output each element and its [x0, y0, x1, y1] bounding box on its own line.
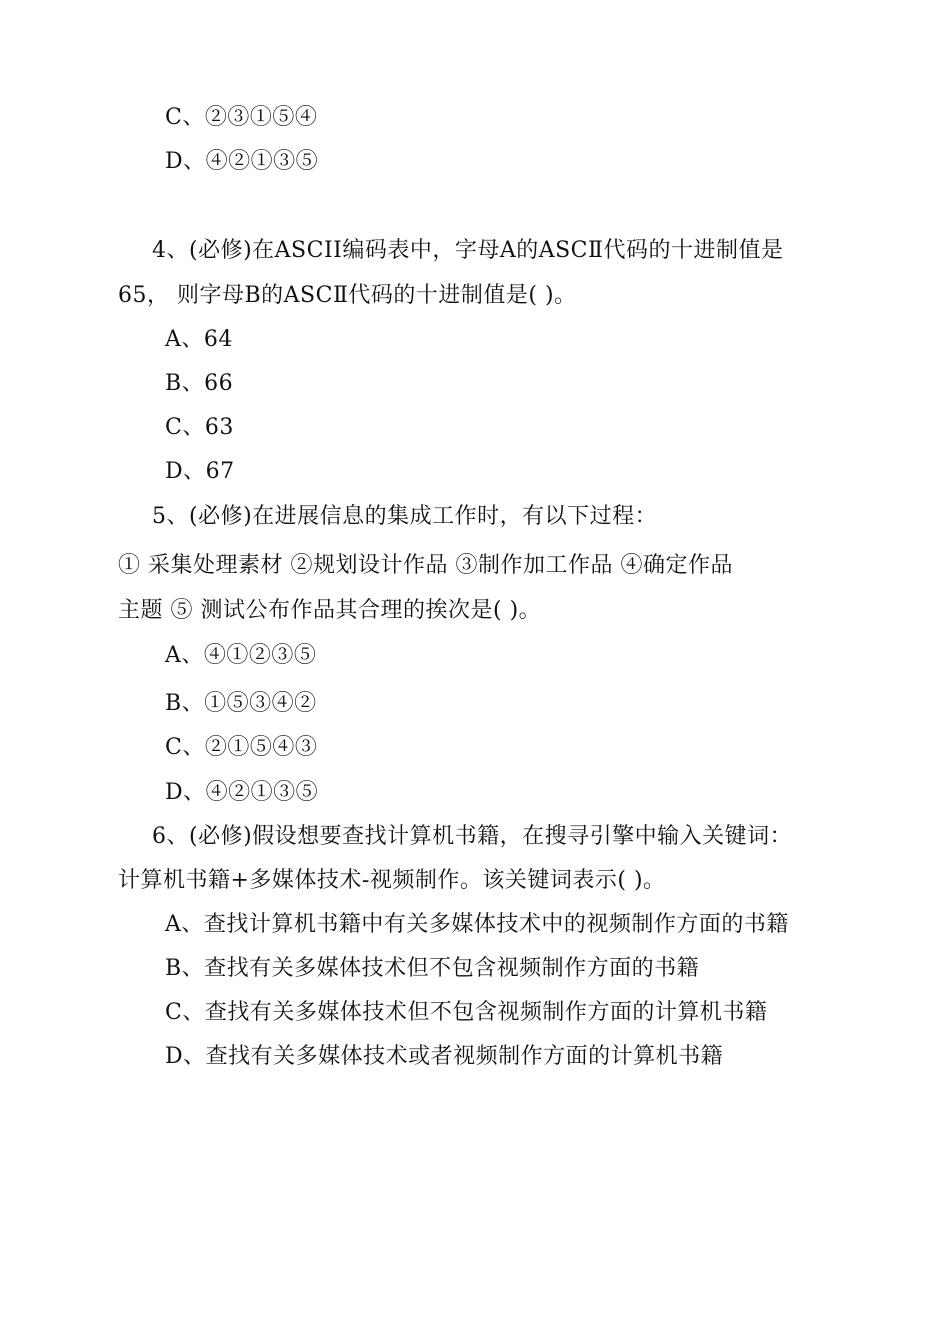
- q4-option-a: A、64: [165, 327, 233, 352]
- q3-option-b: C、②③①⑤④: [165, 105, 318, 130]
- q6-option-b: B、查找有关多媒体技术但不包含视频制作方面的书籍: [165, 956, 700, 981]
- q5-stem-line3: 主题 ⑤ 测试公布作品其合理的挨次是( )。: [118, 598, 542, 623]
- q5-option-d: D、④②①③⑤: [165, 780, 319, 805]
- q4-stem-line1: 4、(必修)在ASCII编码表中，字母A的ASCⅡ代码的十进制值是: [152, 238, 784, 263]
- q4-option-d: D、67: [165, 459, 235, 484]
- q4-option-b: B、66: [165, 371, 234, 396]
- q4-stem-line2: 65， 则字母B的ASCⅡ代码的十进制值是( )。: [118, 283, 577, 308]
- q6-option-d: D、查找有关多媒体技术或者视频制作方面的计算机书籍: [165, 1044, 724, 1069]
- q6-option-a: A、查找计算机书籍中有关多媒体技术中的视频制作方面的书籍: [165, 912, 789, 937]
- q6-stem-line2: 计算机书籍+多媒体技术-视频制作。该关键词表示( )。: [118, 868, 666, 893]
- q6-stem-line1: 6、(必修)假设想要查找计算机书籍，在搜寻引擎中输入关键词：: [152, 824, 793, 849]
- q5-stem-line1: 5、(必修)在进展信息的集成工作时，有以下过程：: [152, 504, 658, 529]
- q5-option-b: B、①⑤③④②: [165, 691, 317, 716]
- q4-option-c: C、63: [165, 415, 234, 440]
- q5-stem-line2: ① 采集处理素材 ②规划设计作品 ③制作加工作品 ④确定作品: [118, 553, 733, 578]
- q6-option-c: C、查找有关多媒体技术但不包含视频制作方面的计算机书籍: [165, 1000, 768, 1025]
- q5-option-c: C、②①⑤④③: [165, 735, 318, 760]
- q3-option-c: D、④②①③⑤: [165, 149, 319, 174]
- q5-option-a: A、④①②③⑤: [165, 643, 317, 668]
